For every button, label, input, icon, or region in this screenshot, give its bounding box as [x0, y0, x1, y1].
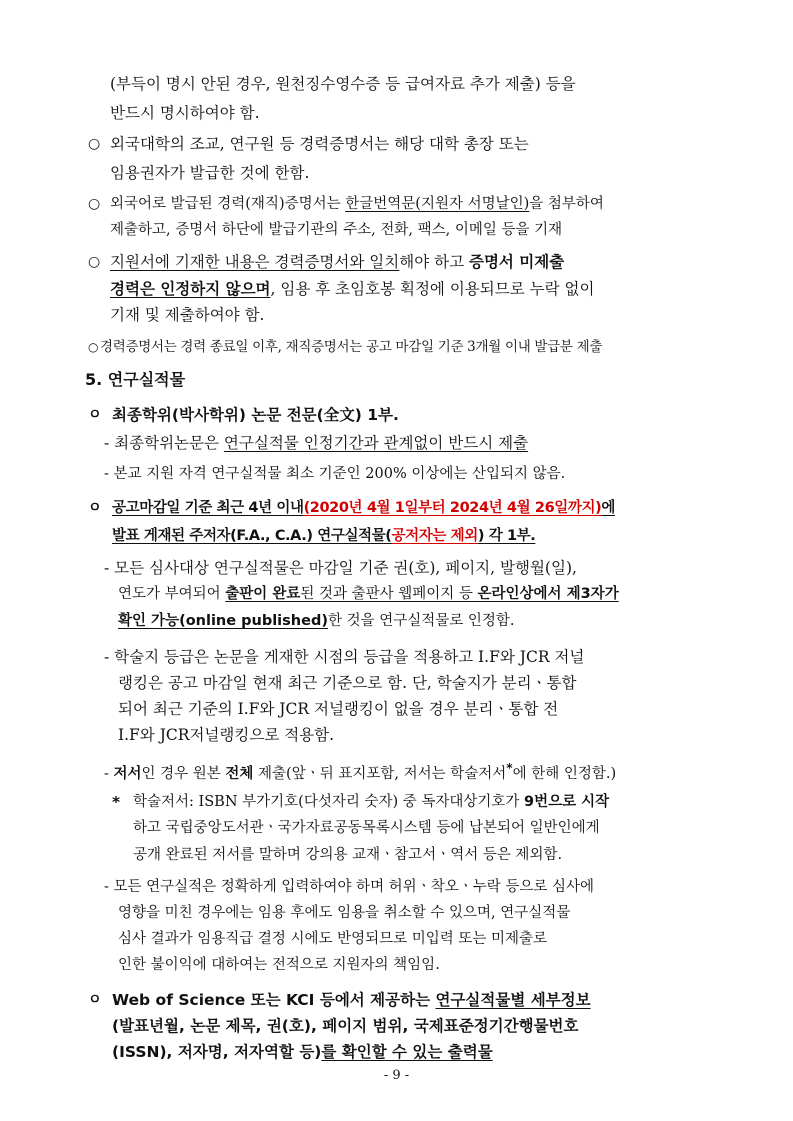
page-number: - 9 - — [383, 1068, 410, 1083]
footnote-marker: * — [506, 761, 513, 775]
text-line — [112, 1016, 578, 1036]
underlined-text: 에 — [601, 500, 615, 516]
text-line-content: 제출하고, 증명서 하단에 발급기관의 주소, 전화, 팩스, 이메일 등을 기재 — [110, 222, 563, 238]
text-line-content: (발표년월, 논문 제목, 권(호), 페이지 범위, 국제표준정기간행물번호 — [112, 1017, 579, 1035]
red-underlined-text: 공저자는 제외 — [391, 528, 478, 544]
text-line — [112, 405, 399, 425]
text-line — [118, 673, 576, 693]
text-line-content: - 본교 지원 자격 연구실적물 최소 기준인 200% 이상에는 산입되지 않음. — [104, 466, 566, 482]
text-run: 외국어로 발급된 경력(재직)증명서는 — [110, 196, 346, 212]
text-line — [118, 903, 570, 923]
circle-bullet-icon: ○ — [88, 254, 101, 270]
text-line — [110, 194, 604, 214]
text-line-content: 반드시 명시하여야 함. — [110, 104, 260, 122]
footnote-star — [112, 792, 120, 812]
underlined-text: 된 것과 출판사 웹페이지 등 — [300, 586, 478, 602]
text-run: 인 경우 원본 — [141, 765, 226, 782]
bold-underlined-text: 출판이 완료 — [225, 586, 301, 602]
circle-bullet-icon: ㅇ — [88, 407, 102, 423]
text-line-content: 영향을 미친 경우에는 임용 후에도 임용을 취소할 수 있으며, 연구실적물 — [118, 905, 571, 921]
text-line — [133, 845, 562, 865]
bold-underlined-text: 온라인상에서 제3자가 — [477, 586, 619, 602]
underlined-text: 를 확인할 수 있는 출력물 — [321, 1043, 493, 1061]
dash: - — [104, 765, 114, 782]
text-run: - 최종학위논문은 — [104, 434, 224, 452]
text-line — [133, 818, 600, 838]
circle-bullet-icon: ○ — [88, 196, 101, 212]
text-line — [110, 163, 309, 183]
text-line — [110, 279, 594, 299]
text-line-content: 하고 국립중앙도서관ㆍ국가자료공동목록시스템 등에 납본되어 일반인에게 — [133, 820, 600, 836]
text-line-content: (부득이 명시 안된 경우, 원천징수영수증 등 급여자료 추가 제출) 등을 — [110, 75, 576, 93]
text-line — [104, 558, 577, 578]
text-run: , 임용 후 초임호봉 획정에 이용되므로 누락 없이 — [270, 280, 595, 298]
circle-bullet-icon: ㅇ — [88, 500, 102, 516]
red-underlined-text: (2020년 4월 1일부터 2024년 4월 26일까지) — [303, 500, 602, 516]
text-line — [110, 134, 529, 154]
text-line — [118, 955, 440, 975]
text-line-content: 인한 불이익에 대하여는 전적으로 지원자의 책임임. — [118, 957, 440, 973]
underlined-text: 지원서에 기재한 내용은 경력증명서와 일치 — [110, 253, 400, 271]
text-line-content: 심사 결과가 임용직급 결정 시에도 반영되므로 미입력 또는 미제출로 — [118, 931, 548, 947]
underlined-text: 발표 게재된 주저자(F.A., C.A.) 연구실적물( — [112, 528, 392, 544]
section-title — [85, 370, 185, 390]
text-run: 학술저서: ISBN 부가기호(다섯자리 숫자) 중 독자대상기호가 — [133, 794, 525, 810]
text-run: 해야 하고 — [399, 253, 469, 271]
circle-bullet-icon: ○ — [88, 340, 99, 354]
bold-text: 저서 — [113, 765, 142, 782]
text-line — [118, 929, 547, 949]
text-line — [104, 464, 565, 484]
text-line — [110, 252, 564, 272]
text-run: (ISSN), 저자명, 저자역할 등) — [112, 1043, 322, 1061]
text-line — [104, 758, 616, 784]
text-line-content: 되어 최근 기준의 I.F와 JCR 저널랭킹이 없을 경우 분리ㆍ통합 전 — [118, 700, 559, 718]
text-line-content: 기재 및 제출하여야 함. — [110, 306, 265, 324]
bold-text: 증명서 미제출 — [468, 253, 565, 271]
text-line — [104, 647, 584, 667]
text-run: 에 한해 인정함.) — [512, 765, 617, 782]
text-line — [133, 792, 609, 812]
text-run: 한 것을 연구실적물로 인정함. — [327, 613, 515, 629]
text-line — [110, 74, 576, 94]
text-line-content: 공개 완료된 저서를 말하며 강의용 교재ㆍ참고서ㆍ역서 등은 제외함. — [133, 847, 563, 863]
footnote-star-text: * — [112, 793, 121, 811]
text-line — [112, 1042, 493, 1062]
underlined-text: 한글번역문(지원자 서명날인) — [345, 196, 530, 212]
text-line-content: - 학술지 등급은 논문을 게재한 시점의 등급을 적용하고 I.F와 JCR 저널 — [104, 648, 585, 666]
text-line-content: - 모든 심사대상 연구실적물은 마감일 기준 권(호), 페이지, 발행월(일), — [104, 559, 577, 577]
bold-text: 9번으로 시작 — [524, 794, 610, 810]
text-line — [118, 725, 334, 745]
text-line — [104, 433, 528, 453]
text-line — [118, 699, 558, 719]
text-line — [110, 220, 562, 240]
text-line-content: 최종학위(박사학위) 논문 전문(全文) 1부. — [112, 406, 399, 424]
text-run: 제출(앞ㆍ뒤 표지포함, 저서는 학술저서 — [253, 765, 507, 782]
bold-underlined-text: 경력은 인정하지 않으며 — [110, 280, 271, 298]
text-run: 연도가 부여되어 — [118, 586, 226, 602]
text-line-content: 외국대학의 조교, 연구원 등 경력증명서는 해당 대학 총장 또는 — [110, 135, 529, 153]
text-line — [104, 877, 594, 897]
text-line-content: I.F와 JCR저널랭킹으로 적용함. — [118, 726, 335, 744]
text-line-content: - 모든 연구실적은 정확하게 입력하여야 하며 허위ㆍ착오ㆍ누락 등으로 심사에 — [104, 879, 594, 895]
bold-text: 전체 — [225, 765, 254, 782]
bold-underlined-text: 확인 가능(online published) — [118, 613, 328, 629]
circle-bullet-icon: ○ — [88, 136, 101, 152]
text-line — [110, 305, 264, 325]
text-run: 을 첨부하여 — [529, 196, 604, 212]
text-line — [112, 498, 615, 518]
text-line — [100, 337, 602, 357]
circle-bullet-icon: ㅇ — [88, 992, 102, 1008]
underlined-text: 연구실적물 인정기간과 관계없이 반드시 제출 — [223, 434, 529, 452]
text-line — [118, 584, 619, 604]
underlined-text: 연구실적물별 세부정보 — [435, 991, 591, 1009]
text-line-content: 랭킹은 공고 마감일 현재 최근 기준으로 함. 단, 학술지가 분리ㆍ통합 — [118, 674, 577, 692]
text-run: Web of Science 또는 KCI 등에서 제공하는 — [112, 991, 436, 1009]
section-title-text: 5. 연구실적물 — [85, 370, 186, 389]
text-line-content: 임용권자가 발급한 것에 한함. — [110, 164, 310, 182]
underlined-text: 공고마감일 기준 최근 4년 이내 — [112, 500, 304, 516]
text-line — [118, 611, 514, 631]
text-line — [112, 990, 591, 1010]
underlined-text: ) 각 1부. — [477, 528, 536, 544]
text-line-content: 경력증명서는 경력 종료일 이후, 재직증명서는 공고 마감일 기준 3개월 이내 발급분 제출 — [100, 339, 603, 355]
text-line — [112, 526, 535, 546]
text-line — [110, 103, 260, 123]
